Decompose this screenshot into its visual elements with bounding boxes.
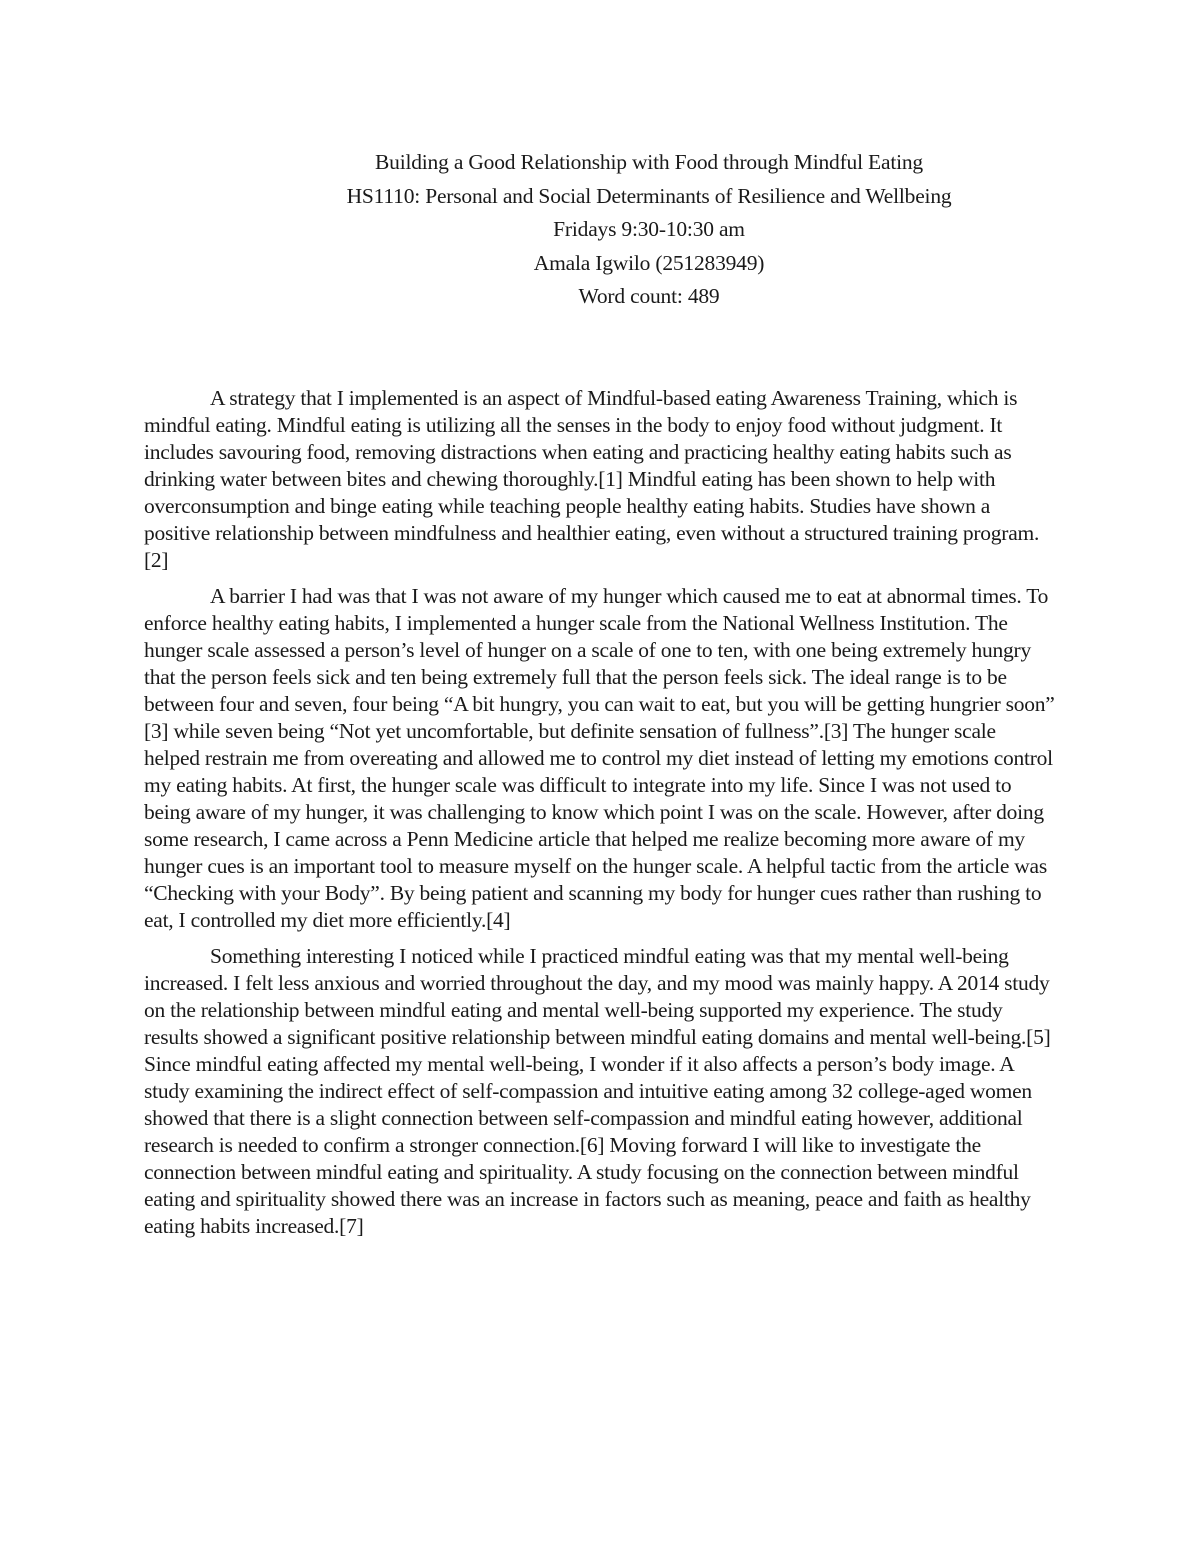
title-block bbox=[144, 146, 1154, 314]
document-title: Building a Good Relationship with Food through Mindful Eating bbox=[375, 150, 923, 174]
course-name: HS1110: Personal and Social Determinants of Resilience and Wellbeing bbox=[346, 183, 952, 208]
body-paragraph-1: A strategy that I implemented is an aspect of Mindful-based eating Awareness Training, which is mindful eating. Mindful eating is utilizing all the senses in the body to enjoy food without judgment. It includes savouring food, removing distractions when eating and practicing healthy eating habits such as drinking water between bites and chewing thoroughly.[1] Mindful eating has been shown to help with overconsumption and binge eating while teaching people healthy eating habits. Studies have shown a positive relationship between mindfulness and healthier eating, even without a structured training program.[2] bbox=[144, 386, 1040, 572]
class-schedule: Fridays 9:30-10:30 am bbox=[553, 217, 745, 242]
author-name: Amala Igwilo (251283949) bbox=[533, 250, 765, 275]
body-paragraph-3: Something interesting I noticed while I practiced mindful eating was that my mental well-being increased. I felt less anxious and worried throughout the day, and my mood was mainly happy. A 2014 study on the relationship between mindful eating and mental well-being supported my experience. The study results showed a significant positive relationship between mindful eating domains and mental well-being.[5] Since mindful eating affected my mental well-being, I wonder if it also affects a person’s body image. A study examining the indirect effect of self-compassion and intuitive eating among 32 college-aged women showed that there is a slight connection between self-compassion and mindful eating however, additional research is needed to confirm a stronger connection.[6] Moving forward I will like to investigate the connection between mindful eating and spirituality. A study focusing on the connection between mindful eating and spirituality showed there was an increase in factors such as meaning, peace and faith as healthy eating habits increased.[7] bbox=[144, 944, 1051, 1238]
body-paragraph-2: A barrier I had was that I was not aware of my hunger which caused me to eat at abnormal times. To enforce healthy eating habits, I implemented a hunger scale from the National Wellness Institution. The hunger scale assessed a person’s level of hunger on a scale of one to ten, with one being extremely hungry that the person feels sick and ten being extremely full that the person feels sick. The ideal range is to be between four and seven, four being “A bit hungry, you can wait to eat, but you will be getting hungrier soon” [3] while seven being “Not yet uncomfortable, but definite sensation of fullness”.[3] The hunger scale helped restrain me from overeating and allowed me to control my diet instead of letting my emotions control my eating habits. At first, the hunger scale was difficult to integrate into my life. Since I was not used to being aware of my hunger, it was challenging to know which point I was on the scale. However, after doing some research, I came across a Penn Medicine article that helped me realize becoming more aware of my hunger cues is an important tool to measure myself on the hunger scale. A helpful tactic from the article was “Checking with your Body”. By being patient and scanning my body for hunger cues rather than rushing to eat, I controlled my diet more efficiently.[4] bbox=[144, 584, 1055, 932]
word-count: Word count: 489 bbox=[578, 284, 720, 309]
document-body bbox=[144, 385, 1056, 1249]
